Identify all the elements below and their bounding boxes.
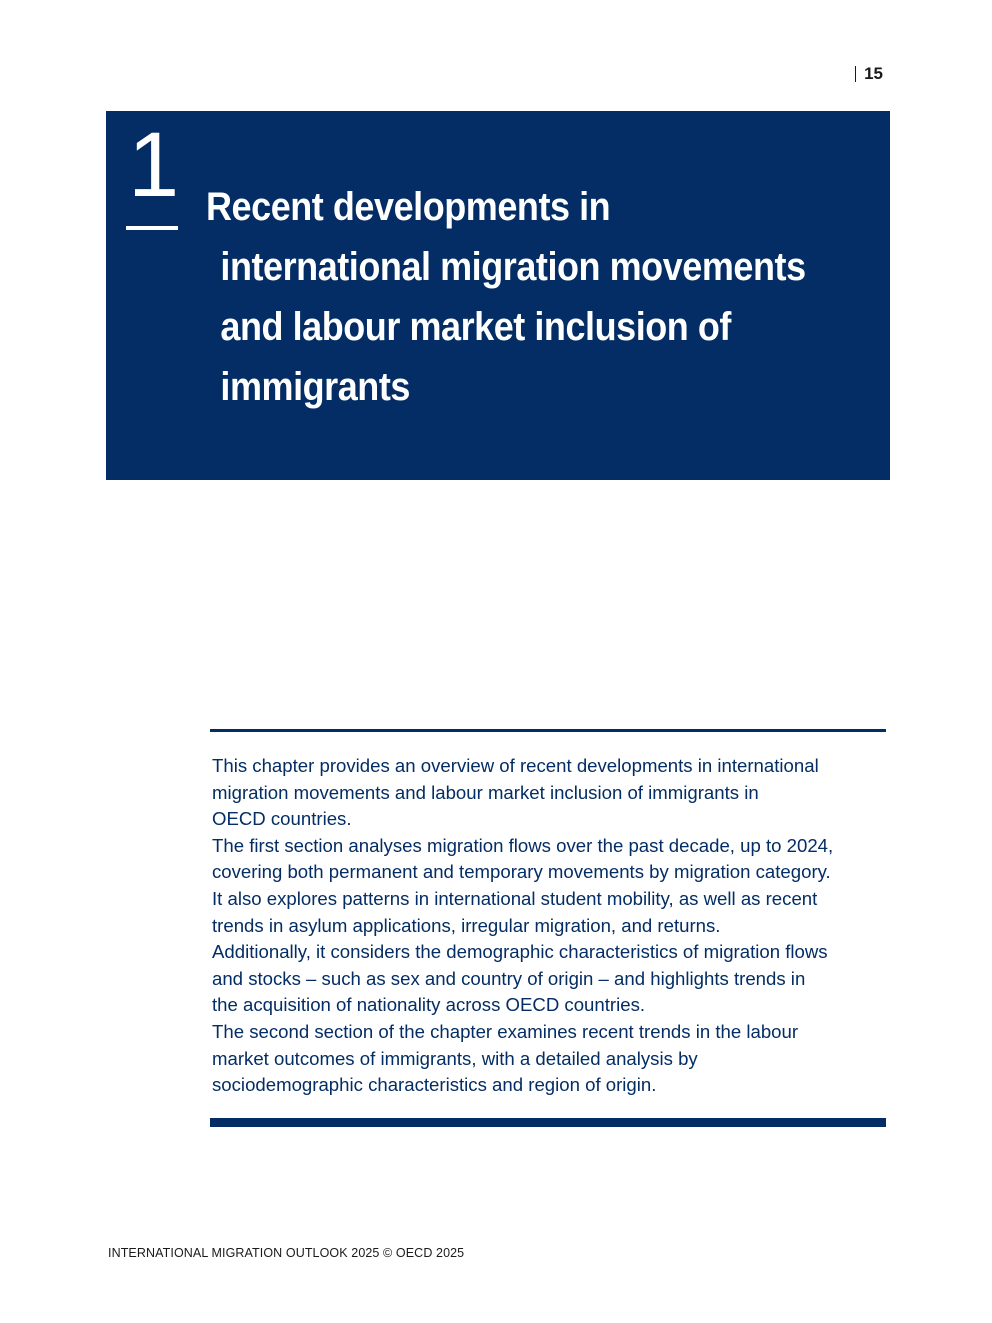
abstract-line: OECD countries. bbox=[212, 808, 352, 830]
page-number-value: 15 bbox=[864, 64, 883, 83]
page-footer: INTERNATIONAL MIGRATION OUTLOOK 2025 © OECD 2025 bbox=[108, 1246, 465, 1260]
abstract-line: The second section of the chapter examines recent trends in the labour bbox=[212, 1020, 799, 1042]
chapter-title bbox=[206, 177, 877, 417]
chapter-title-line: immigrants bbox=[220, 365, 410, 409]
abstract-line: trends in asylum applications, irregular migration, and returns. bbox=[212, 914, 721, 936]
abstract-line: This chapter provides an overview of recent developments in international bbox=[212, 755, 819, 776]
abstract-line: market outcomes of immigrants, with a detailed analysis by bbox=[212, 1047, 698, 1069]
chapter-title-line: Recent developments in bbox=[206, 185, 611, 229]
chapter-abstract bbox=[212, 753, 892, 1099]
chapter-title-line: international migration movements bbox=[220, 245, 806, 289]
abstract-line: the acquisition of nationality across OECD countries. bbox=[212, 994, 646, 1016]
abstract-line: migration movements and labour market inclusion of immigrants in bbox=[212, 781, 759, 803]
abstract-bottom-rule bbox=[210, 1118, 886, 1127]
abstract-line: covering both permanent and temporary movements by migration category. bbox=[212, 861, 831, 883]
chapter-number-underline bbox=[126, 226, 178, 230]
page-number-separator bbox=[855, 66, 856, 82]
abstract-top-rule bbox=[210, 729, 886, 732]
abstract-line: and stocks – such as sex and country of origin – and highlights trends in bbox=[212, 967, 806, 989]
abstract-line: Additionally, it considers the demographic characteristics of migration flows bbox=[212, 941, 828, 963]
page-number bbox=[855, 64, 883, 84]
chapter-banner bbox=[106, 111, 890, 480]
abstract-line: sociodemographic characteristics and region of origin. bbox=[212, 1074, 657, 1096]
chapter-number: 1 bbox=[128, 114, 180, 216]
chapter-title-line: and labour market inclusion of bbox=[220, 305, 731, 349]
abstract-line: It also explores patterns in international student mobility, as well as recent bbox=[212, 887, 818, 909]
abstract-line: The first section analyses migration flows over the past decade, up to 2024, bbox=[212, 834, 834, 856]
